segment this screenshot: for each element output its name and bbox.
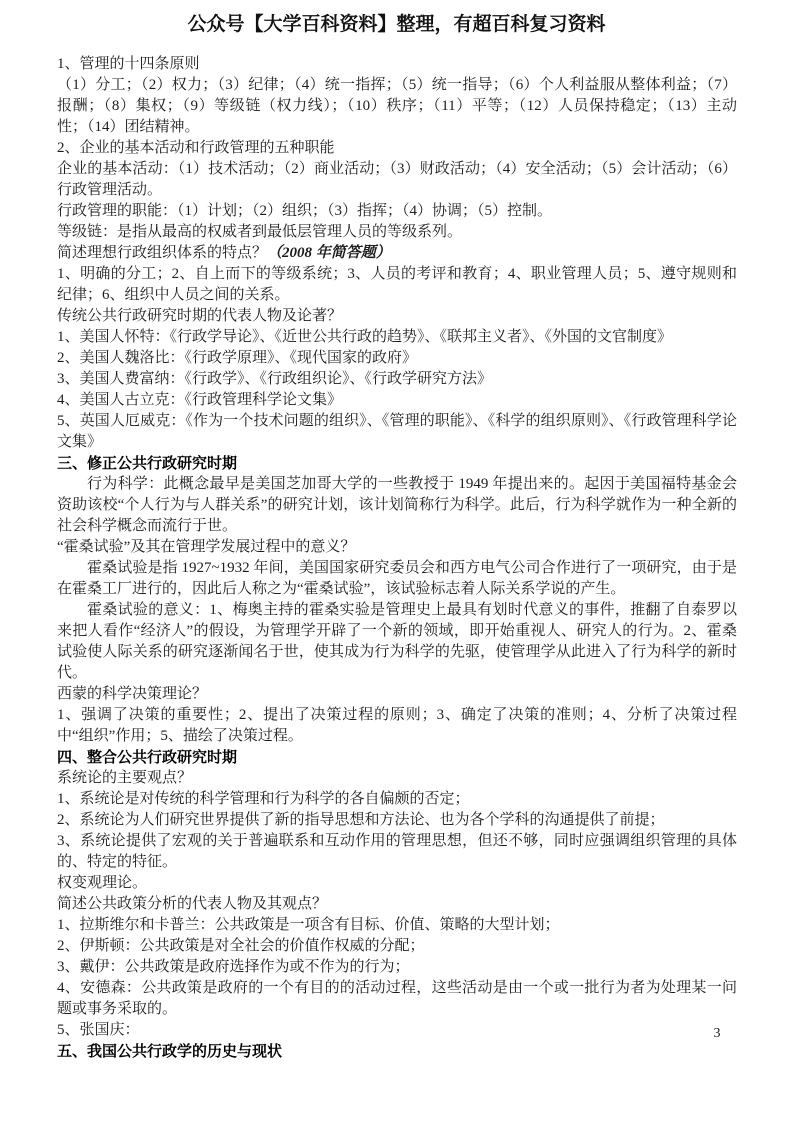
paragraph-text: 等级链：是指从最高的权威者到最低层管理人员的等级系列。: [57, 224, 463, 240]
paragraph-text: 3、戴伊：公共政策是政府选择作为或不作为的行为；: [57, 959, 410, 975]
paragraph: [57, 474, 737, 537]
paragraph: [57, 705, 737, 747]
paragraph-text: 1、强调了决策的重要性；2、提出了决策过程的原则；3、确定了决策的准则；4、分析了决策过程中“组织”作用；5、描绘了决策过程。: [57, 707, 737, 744]
paragraph: [57, 978, 737, 1020]
paragraph: [57, 936, 737, 957]
paragraph: [57, 789, 737, 810]
paragraph-text: 1、美国人怀特：《行政学导论》、《近世公共行政的趋势》、《联邦主义者》、《外国的文官制度》: [57, 329, 673, 345]
paragraph-text: 西蒙的科学决策理论？: [57, 686, 208, 702]
paragraph: [57, 873, 737, 894]
paragraph-text: “霍桑试验”及其在管理学发展过程中的意义？: [57, 539, 356, 555]
section-heading: [57, 747, 737, 768]
section-heading: [57, 453, 737, 474]
paragraph: [57, 138, 737, 159]
paragraph: [57, 243, 737, 264]
paragraph-text: 3、系统论提供了宏观的关于普遍联系和互动作用的管理思想，但还不够，同时应强调组织管理的具体的、特定的特征。: [57, 833, 737, 870]
paragraph-text: 2、美国人魏洛比：《行政学原理》、《现代国家的政府》: [57, 350, 418, 366]
paragraph-text: 1、管理的十四条原则: [57, 56, 200, 72]
paragraph-text: 2、伊斯顿：公共政策是对全社会的价值作权威的分配；: [57, 938, 425, 954]
paragraph: [57, 600, 737, 684]
paragraph-text: 3、美国人费富纳：《行政学》、《行政组织论》、《行政学研究方法》: [57, 371, 493, 387]
paragraph: [57, 348, 737, 369]
paragraph: [57, 915, 737, 936]
paragraph: [57, 957, 737, 978]
paragraph: [57, 306, 737, 327]
paragraph-text: （1）分工；（2）权力；（3）纪律；（4）统一指挥；（5）统一指导；（6）个人利益服从整体利益；（7）报酬；（8）集权；（9）等级链（权力线）；（10）秩序；（11）平等；（12）人员保持稳定；（13）主动性；（14）团结精神。: [57, 77, 737, 135]
document-body: [57, 54, 737, 1062]
paragraph-text: 三、修正公共行政研究时期: [57, 455, 238, 472]
paragraph-text: 霍桑试验的意义：1、梅奥主持的霍桑实验是管理史上最具有划时代意义的事件，推翻了自泰罗以来把人看作“经济人”的假设，为管理学开辟了一个新的领域，即开始重视人、研究人的行为。2、霍桑试验使人际关系的研究逐渐闻名于世，使其成为行为科学的先驱，使管理学从此进入了行为科学的新时代。: [57, 602, 737, 681]
paragraph-text: 企业的基本活动：（1）技术活动；（2）商业活动；（3）财政活动；（4）安全活动；（5）会计活动；（6）行政管理活动。: [57, 161, 737, 198]
paragraph-text: 权变观理论。: [57, 875, 148, 891]
paragraph: [57, 390, 737, 411]
paragraph: [57, 537, 737, 558]
paragraph-text: 行政管理的职能：（1）计划；（2）组织；（3）指挥；（4）协调；（5）控制。: [57, 203, 553, 219]
paragraph-text: 系统论的主要观点？: [57, 770, 193, 786]
paragraph-text: 2、企业的基本活动和行政管理的五种职能: [57, 140, 335, 156]
paragraph-text: 5、英国人厄威克：《作为一个技术问题的组织》、《管理的职能》、《科学的组织原则》、《行政管理科学论文集》: [57, 413, 737, 450]
paragraph: [57, 54, 737, 75]
paragraph-text: 1、明确的分工；2、自上而下的等级系统；3、人员的考评和教育；4、职业管理人员；5、遵守规则和纪律；6、组织中人员之间的关系。: [57, 266, 737, 303]
paragraph: [57, 327, 737, 348]
paragraph: [57, 831, 737, 873]
paragraph: [57, 810, 737, 831]
paragraph-text: 四、整合公共行政研究时期: [57, 749, 238, 766]
paragraph-text: 1、拉斯维尔和卡普兰：公共政策是一项含有目标、价值、策略的大型计划；: [57, 917, 560, 933]
paragraph-text: 简述公共政策分析的代表人物及其观点？: [57, 896, 328, 912]
paragraph: [57, 768, 737, 789]
paragraph-text: 2、系统论为人们研究世界提供了新的指导思想和方法论、也为各个学科的沟通提供了前提；: [57, 812, 665, 828]
paragraph-text: 霍桑试验是指 1927~1932 年间，美国国家研究委员会和西方电气公司合作进行了一项研究，由于是在霍桑工厂进行的，因此后人称之为“霍桑试验”，该试验标志着人际关系学说的产生。: [57, 560, 737, 597]
paragraph: [57, 558, 737, 600]
paragraph: [57, 684, 737, 705]
paragraph: [57, 1020, 737, 1041]
paragraph: [57, 264, 737, 306]
paragraph-text: 五、我国公共行政学的历史与现状: [57, 1043, 283, 1060]
paragraph-text: 4、美国人古立克：《行政管理科学论文集》: [57, 392, 343, 408]
page-title: 公众号【大学百科资料】整理，有超百科复习资料: [187, 14, 606, 35]
paragraph: [57, 75, 737, 138]
paragraph: [57, 369, 737, 390]
paragraph-text: 传统公共行政研究时期的代表人物及论著？: [57, 308, 343, 324]
page-number: 3: [713, 1026, 721, 1041]
paragraph-text: 简述理想行政组织体系的特点？: [57, 245, 268, 261]
paragraph-text: 1、系统论是对传统的科学管理和行为科学的各自偏颇的否定；: [57, 791, 470, 807]
paragraph: [57, 894, 737, 915]
exam-note: （2008 年简答题）: [267, 245, 391, 261]
paragraph: [57, 411, 737, 453]
paragraph-text: 5、张国庆：: [57, 1022, 140, 1038]
paragraph-text: 行为科学：此概念最早是美国芝加哥大学的一些教授于 1949 年提出来的。起因于美国福特基金会资助该校“个人行为与人群关系”的研究计划，该计划简称行为科学。此后，行为科学就作为一种全新的社会科学概念而流行于世。: [57, 476, 737, 534]
paragraph-text: 4、安德森：公共政策是政府的一个有目的的活动过程，这些活动是由一个或一批行为者为处理某一问题或事务采取的。: [57, 980, 737, 1017]
paragraph: [57, 222, 737, 243]
paragraph: [57, 159, 737, 201]
section-heading: [57, 1041, 737, 1062]
paragraph: [57, 201, 737, 222]
